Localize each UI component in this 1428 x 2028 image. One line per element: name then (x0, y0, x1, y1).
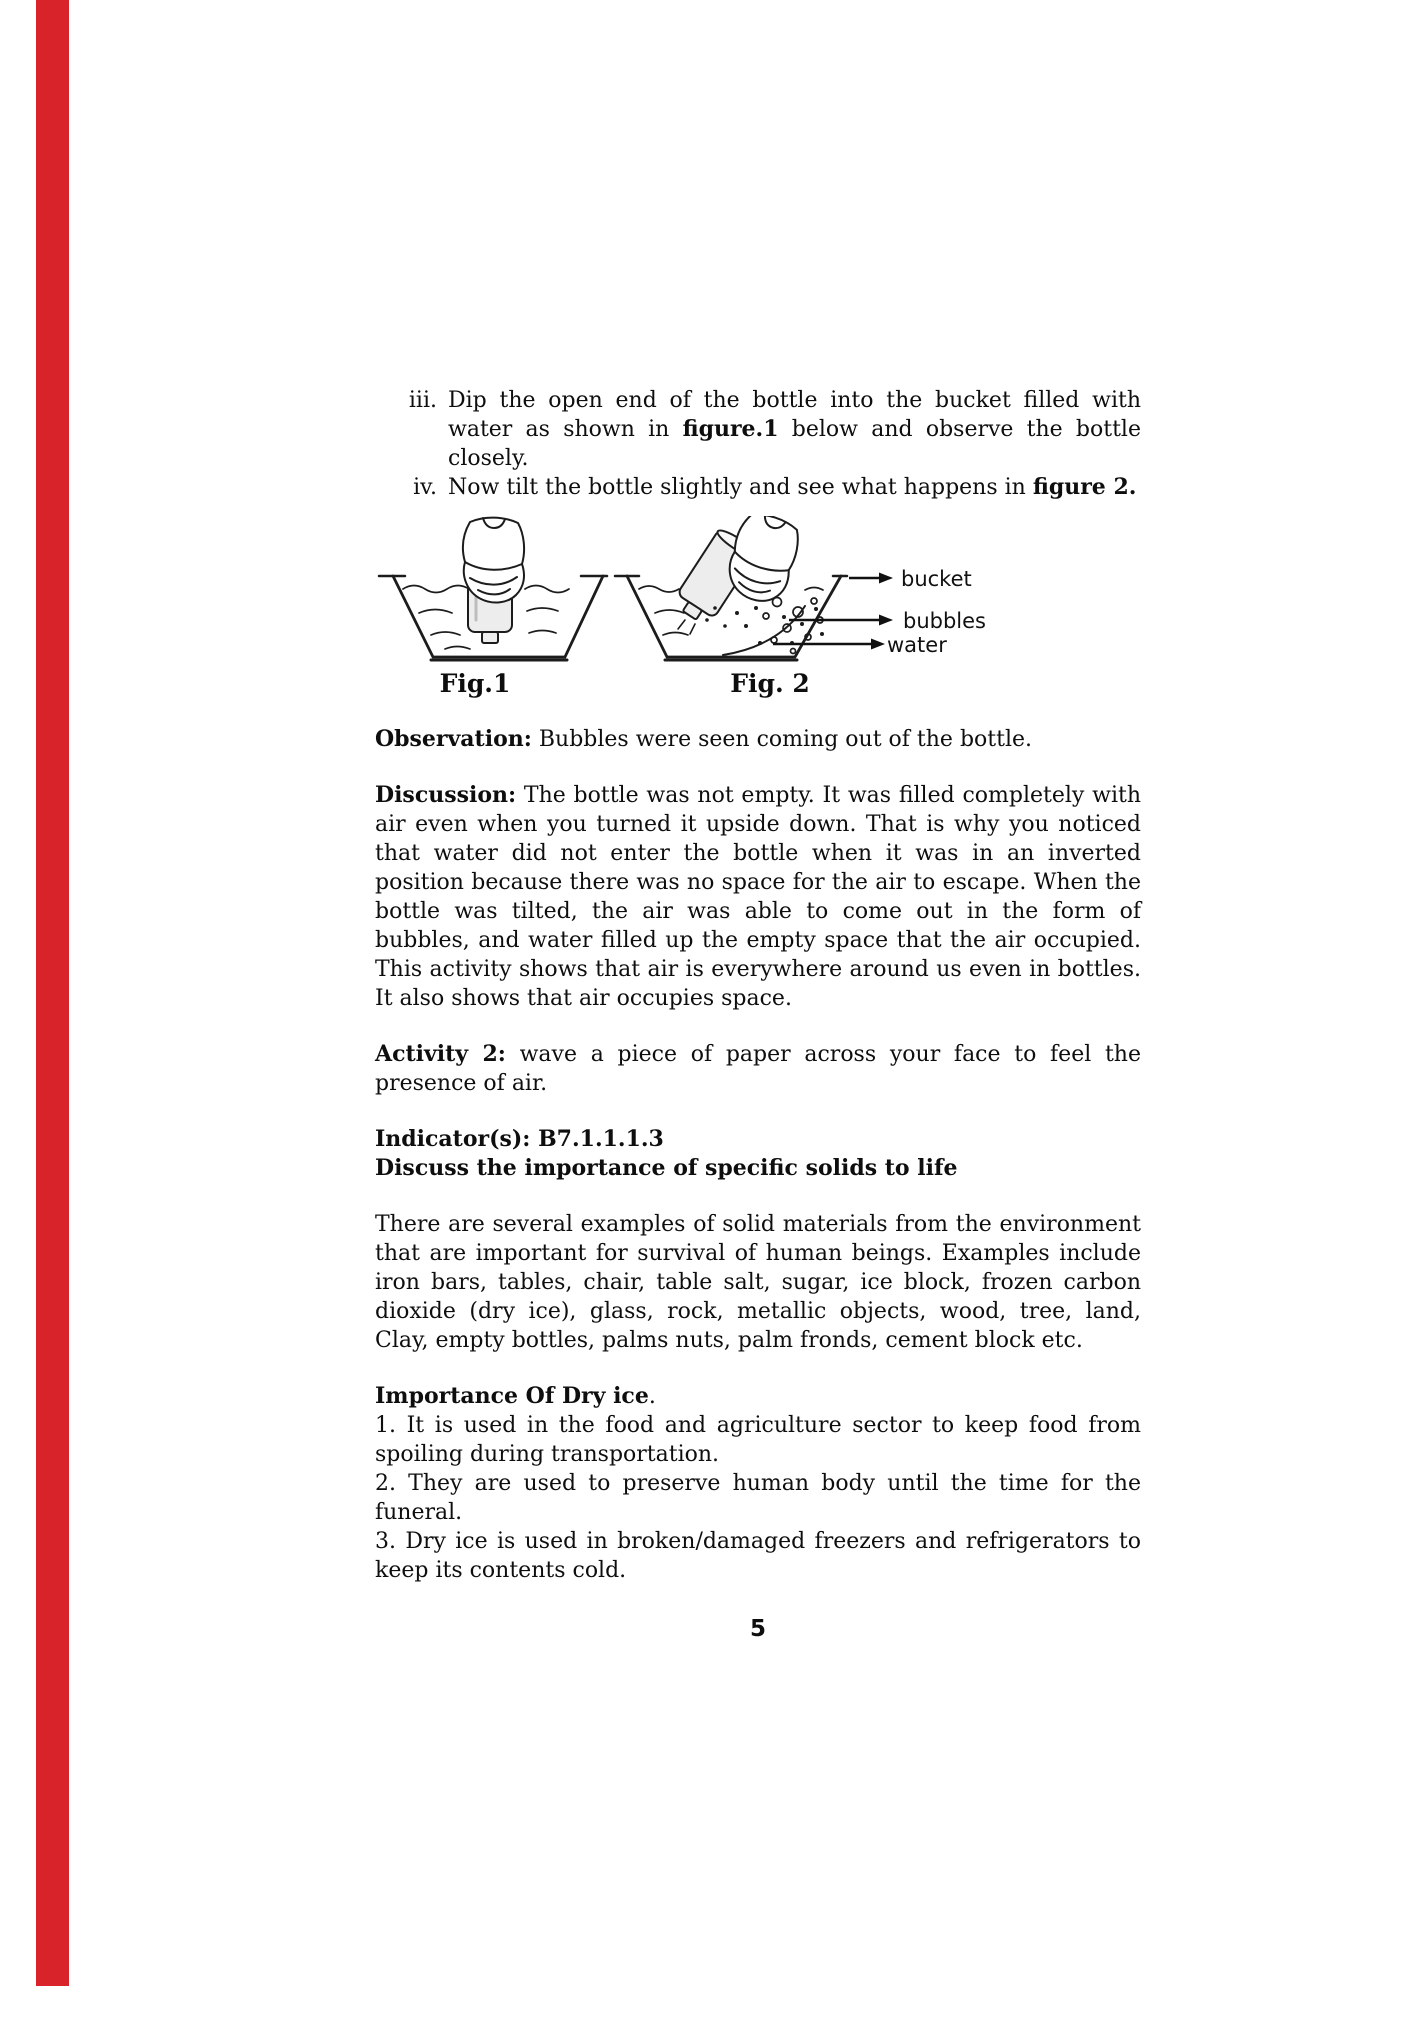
arrowhead-icon (871, 639, 885, 650)
fig1-caption: Fig.1 (439, 669, 511, 698)
dry-ice-point-3: 3. Dry ice is used in broken/damaged freezers and refrigerators to keep its contents cold. (375, 1529, 1141, 1583)
fig2-caption: Fig. 2 (730, 669, 810, 698)
figure-captions (440, 669, 810, 698)
hand-icon (721, 516, 804, 608)
figure-label-water: water (887, 633, 947, 657)
indicator-code-line: Indicator(s): B7.1.1.1.3 (375, 1126, 664, 1152)
dry-ice-section (375, 1382, 1141, 1585)
list-marker: iii. (408, 388, 437, 413)
hand-icon (463, 518, 524, 603)
discussion-paragraph: Discussion: The bottle was not empty. It was filled completely with air even when you turned it upside down. That is why you noticed that water did not enter the bottle when it was in an inverted position because there was no space for the air to escape. When the bottle was tilted, the air was able to come out in the form of bubbles, and water filled up the empty space that the air occupied. This activity shows that air is everywhere around us even in bottles. It also shows that air occupies space. (375, 782, 1141, 1011)
indicator-title-line: Discuss the importance of specific solids to life (375, 1155, 958, 1181)
indicator-heading (375, 1125, 1141, 1183)
list-item-text: Dip the open end of the bottle into the bucket filled with water as shown in figure.1 below and observe the bottle closely. (448, 388, 1141, 471)
activity2-paragraph: Activity 2: wave a piece of paper across your face to feel the presence of air. (375, 1041, 1141, 1096)
figure-callouts (773, 567, 986, 657)
dry-ice-point-2: 2. They are used to preserve human body until the time for the funeral. (375, 1471, 1141, 1525)
solids-examples-paragraph: There are several examples of solid materials from the environment that are important for survival of human beings. Examples include iron bars, tables, chair, table salt, sugar, ice block, frozen carbon dioxide (dry ice), glass, rock, metallic objects, wood, tree, land, Clay, empty bottles, palms nuts, palm fronds, cement block etc. (375, 1212, 1141, 1353)
dry-ice-heading: Importance Of Dry ice. (375, 1383, 656, 1409)
fig1-bottle-in-bucket-drawing (379, 518, 607, 660)
page-number: 5 (749, 1616, 766, 1642)
list-item-iii (375, 386, 1141, 473)
list-marker: iv. (413, 475, 437, 500)
observation-paragraph: Observation: Bubbles were seen coming out of the bottle. (375, 726, 1032, 752)
figure-label-bucket: bucket (901, 567, 972, 591)
figure-label-bubbles: bubbles (903, 609, 986, 633)
experiment-figures-illustration (375, 516, 1141, 698)
fig2-tilted-bottle-drawing (615, 516, 847, 660)
dry-ice-point-1: 1. It is used in the food and agriculture sector to keep food from spoiling during transportation. (375, 1413, 1141, 1467)
left-red-margin-strip (36, 0, 69, 1986)
list-item-text: Now tilt the bottle slightly and see what happens in figure 2. (448, 474, 1137, 500)
pour-lines-icon (678, 620, 695, 634)
page-content (375, 386, 1141, 1643)
arrowhead-icon (879, 615, 893, 626)
arrowhead-icon (879, 573, 893, 584)
list-item-iv (375, 473, 1141, 502)
procedure-steps-list (375, 386, 1141, 502)
